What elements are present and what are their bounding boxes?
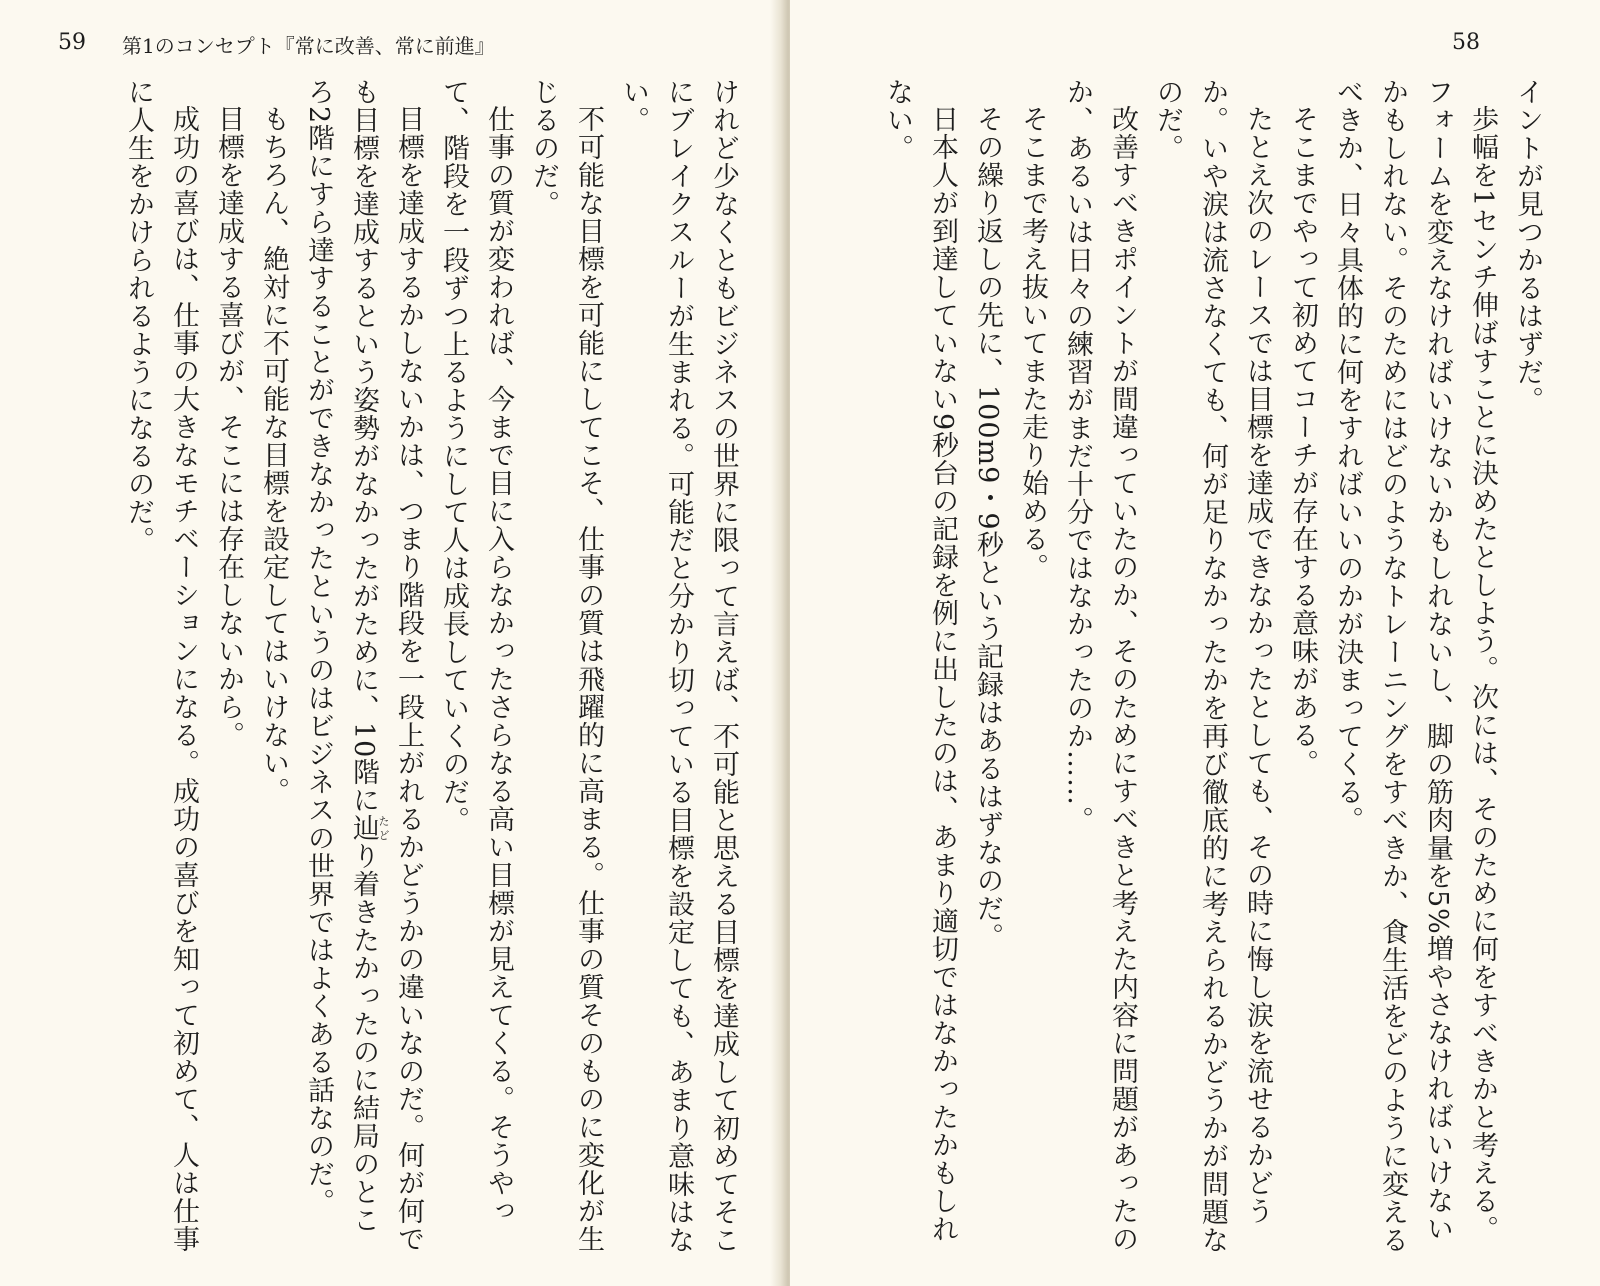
paragraph: けれど少なくともビジネスの世界に限って言えば、不可能と思える目標を達成して初めてそこにブレイクスルーが生まれる。可能だと分かり切っている目標を設定しても、あまり意味はない。 [618, 78, 739, 1254]
paragraph: 成功の喜びは、仕事の大きなモチベーションになる。成功の喜びを知って初めて、人は仕事に人生をかけられるようになるのだ。 [123, 78, 199, 1253]
right-page-body [830, 78, 1550, 1258]
right-page [790, 0, 1600, 1286]
paragraph: イントが見つかるはずだ。 [1512, 78, 1543, 414]
paragraph: 目標を達成するかしないかは、つまり階段を一段上がれるかどうかの違いなのだ。何が何でも目標を達成するという姿勢がなかったがために、10階に辿たどり着きたかったのに結局のところ2階にすら達することができなかったというのはビジネスの世界ではよくある話なのだ。 [303, 78, 424, 1253]
paragraph: 日本人が到達していない9秒台の記録を例に出したのは、あまり適切ではなかったかもしれない。 [882, 78, 958, 1244]
paragraph: 目標を達成する喜びが、そこには存在しないから。 [213, 105, 244, 749]
right-page-number: 58 [1452, 30, 1480, 55]
left-page-number: 59 [58, 30, 86, 55]
paragraph: 不可能な目標を可能にしてこそ、仕事の質は飛躍的に高まる。仕事の質そのものに変化が生じるのだ。 [528, 78, 604, 1253]
paragraph: そこまで考え抜いてまた走り始める。 [1017, 105, 1048, 581]
paragraph: そこまでやって初めてコーチが存在する意味がある。 [1287, 105, 1318, 777]
left-page [0, 0, 780, 1286]
paragraph: 仕事の質が変われば、今まで目に入らなかったさらなる高い目標が見えてくる。そうやって、階段を一段ずつ上るようにして人は成長していくのだ。 [438, 78, 514, 1225]
paragraph: 歩幅を1センチ伸ばすことに決めたとしよう。次には、そのために何をすべきかと考える。フォームを変えなければいけないかもしれないし、脚の筋肉量を5%増やさなければいけないかもしれない。そのためにはどのようなトレーニングをすべきか、食生活をどのように変えるべきか、日々具体的に何をすればいいのかが決まってくる。 [1332, 78, 1498, 1254]
paragraph: もちろん、絶対に不可能な目標を設定してはいけない。 [258, 105, 289, 805]
running-head: 第1のコンセプト『常に改善、常に前進』 [122, 34, 495, 58]
paragraph: たとえ次のレースでは目標を達成できなかったとしても、その時に悔し涙を流せるかどうか。いや涙は流さなくても、何が足りなかったかを再び徹底的に考えられるかどうかが問題なのだ。 [1152, 78, 1273, 1254]
paragraph: その繰り返しの先に、100m9・9秒という記録はあるはずなのだ。 [972, 105, 1003, 951]
left-page-body [56, 78, 746, 1258]
paragraph: 改善すべきポイントが間違っていたのか、そのためにすべきと考えた内容に問題があったのか、あるいは日々の練習がまだ十分ではなかったのか……。 [1062, 78, 1138, 1253]
